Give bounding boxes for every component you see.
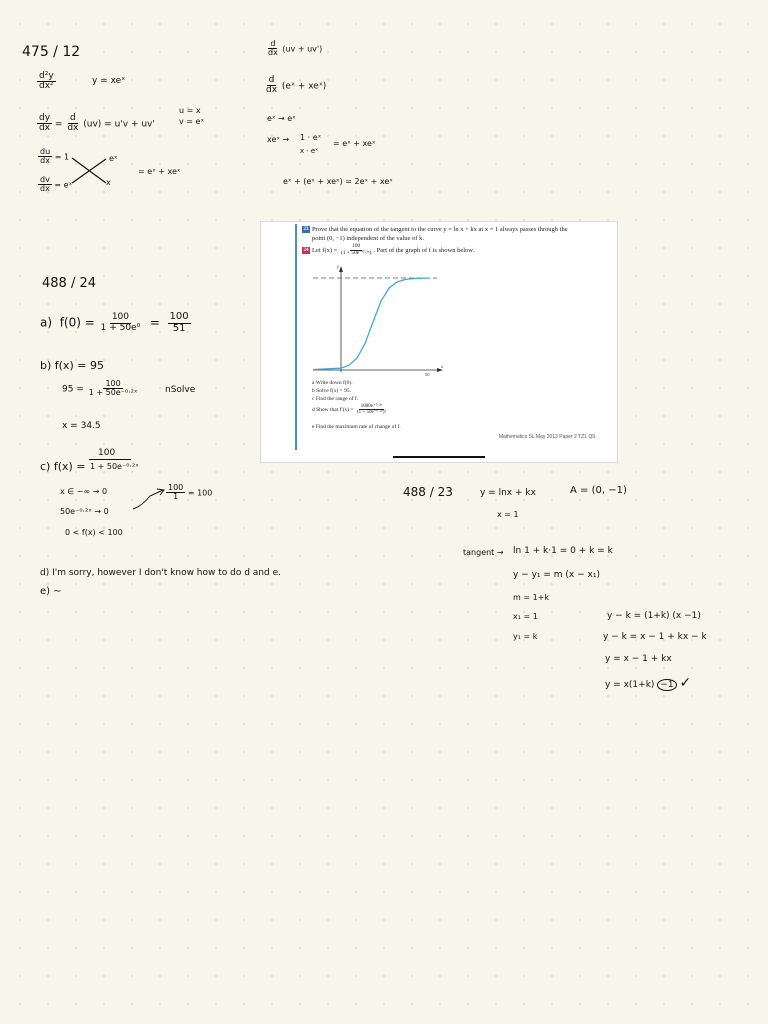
xex-derivative-mid: 1 · eˣ bbox=[300, 133, 322, 142]
part-b-result: x = 34.5 bbox=[62, 421, 101, 431]
nsolve-note: nSolve bbox=[165, 385, 196, 395]
part-c-limit-x: x ∈ −∞ → 0 bbox=[60, 487, 108, 496]
logistic-graph bbox=[309, 260, 449, 376]
exam-source: Mathematics SL May 2013 Paper 2 TZ1 Q9 bbox=[498, 434, 595, 440]
part-b-equation: b) f(x) = 95 bbox=[40, 359, 104, 372]
u-definition: u = x bbox=[179, 106, 201, 115]
cross-bottom-term: x bbox=[106, 178, 111, 187]
tangent-gradient: ln 1 + k·1 = 0 + k = k bbox=[513, 546, 613, 556]
y-axis-arrow bbox=[339, 266, 343, 272]
title-488-23: 488 / 23 bbox=[403, 485, 453, 499]
part-c-range: 0 < f(x) < 100 bbox=[65, 528, 123, 537]
part-d-note: d) I'm sorry, however I don't know how to do d and e. bbox=[40, 568, 281, 578]
derivative-rule-line: $\frac{d}{dx}$ (uv + uv') bbox=[268, 39, 323, 58]
part-e-note: e) ∼ bbox=[40, 586, 62, 597]
derivative-of-dy-dx: $\frac{d}{dx}$ (eˣ + xeˣ) bbox=[266, 75, 327, 96]
xex-derivative-result: = eˣ + xeˣ bbox=[333, 139, 376, 148]
question-23: 23 Prove that the equation of the tangent to the curve y = ln x + kx at x = 1 always passes through the bbox=[303, 226, 568, 233]
part-c-limit-exp: 50e⁻⁰·²ˣ → 0 bbox=[60, 507, 109, 516]
first-derivative-result: = eˣ + xeˣ bbox=[138, 167, 181, 176]
second-derivative-result: eˣ + (eˣ + xeˣ) = 2eˣ + xeˣ bbox=[283, 177, 393, 186]
part-b: b Solve f(x) = 95. bbox=[312, 388, 351, 394]
xex-derivative-left: xeˣ → bbox=[267, 135, 290, 144]
part-a: a Write down f(0). bbox=[312, 380, 353, 386]
title-488-24: 488 / 24 bbox=[42, 276, 96, 291]
second-derivative-fraction: $\frac{\text{d²y}}{\text{dx²}}$ bbox=[39, 71, 54, 92]
tangent-line-step2: y − k = x − 1 + kx − k bbox=[603, 632, 707, 642]
point-slope-form: y − y₁ = m (x − x₁) bbox=[513, 570, 600, 580]
part-d: d Show that f′(x) = $\frac{\text{1000e⁻⁰·²ˣ}}{\text{(1 + 50e⁻⁰·²ˣ)²}}$ bbox=[312, 404, 387, 416]
y-axis-label: y bbox=[337, 265, 340, 270]
dv-dx-line: $\frac{dv}{dx}$ = eˣ bbox=[40, 175, 73, 194]
tangent-line-step3: y = x − 1 + kx bbox=[605, 654, 672, 664]
part-a-answer: a) f(0) = $\frac{100}{\text{1 + 50e⁰}}$ = $\frac{100}{51}$ bbox=[40, 311, 189, 334]
curve-equation: y = lnx + kx bbox=[480, 488, 536, 498]
logistic-curve bbox=[313, 278, 429, 369]
part-c-fraction-bar bbox=[89, 459, 131, 460]
part-b-working: 95 = $\frac{100}{\text{1 + 50e⁻⁰·²ˣ}}$ bbox=[62, 379, 138, 398]
v-definition: v = eˣ bbox=[179, 117, 204, 126]
xex-derivative-sub: x · eˣ bbox=[300, 147, 319, 155]
cross-multiply-diagram bbox=[70, 156, 110, 186]
gradient-value: m = 1+k bbox=[513, 593, 550, 602]
part-c-numerator: 100 bbox=[98, 448, 116, 458]
title-475-12: 475 / 12 bbox=[22, 44, 81, 60]
x-tick-50: 50 bbox=[425, 372, 430, 376]
part-c: c Find the range of f. bbox=[312, 396, 359, 402]
part-c-denominator: 1 + 50e⁻⁰·²ˣ bbox=[90, 462, 139, 471]
tangent-label: tangent → bbox=[463, 548, 504, 557]
question-23-line2: point (0, −1) independent of the value of k. bbox=[312, 235, 424, 242]
x-value: x = 1 bbox=[497, 510, 519, 519]
du-dx-line: $\frac{du}{dx}$ = 1 bbox=[40, 147, 70, 166]
textbook-excerpt-image bbox=[261, 222, 617, 462]
y-definition: y = xeˣ bbox=[92, 76, 126, 86]
tangent-line-step1: y − k = (1+k) (x −1) bbox=[607, 611, 701, 621]
ex-derivative: eˣ → eˣ bbox=[267, 114, 296, 123]
part-c-arrow bbox=[130, 486, 170, 512]
part-c-function: c) f(x) = bbox=[40, 460, 86, 473]
x1-value: x₁ = 1 bbox=[513, 612, 538, 621]
tangent-line-final: y = x(1+k) −1 ✓ bbox=[605, 675, 692, 691]
x-axis-label: x bbox=[441, 365, 444, 370]
cross-top-term: eˣ bbox=[109, 154, 118, 163]
separator-line bbox=[393, 456, 485, 458]
y1-value: y₁ = k bbox=[513, 632, 538, 641]
check-mark-icon: ✓ bbox=[679, 675, 692, 691]
circled-intercept: −1 bbox=[657, 679, 676, 691]
excerpt-side-bar bbox=[295, 224, 297, 450]
part-e: e Find the maximum rate of change of f. bbox=[312, 424, 401, 430]
question-24: 24 Let f(x) = $\frac{100}{\text{(1 + 50e⁻⁰·²ˣ)}}$ . Part of the graph of f is shown below. bbox=[303, 243, 475, 256]
product-rule-line: $\frac{dy}{dx}$ = $\frac{d}{dx}$ (uv) = u'v + uv' bbox=[39, 113, 155, 134]
point-a: A = (0, −1) bbox=[570, 485, 627, 496]
part-c-limit-value: $\frac{100}{1}$ = 100 bbox=[168, 483, 213, 502]
